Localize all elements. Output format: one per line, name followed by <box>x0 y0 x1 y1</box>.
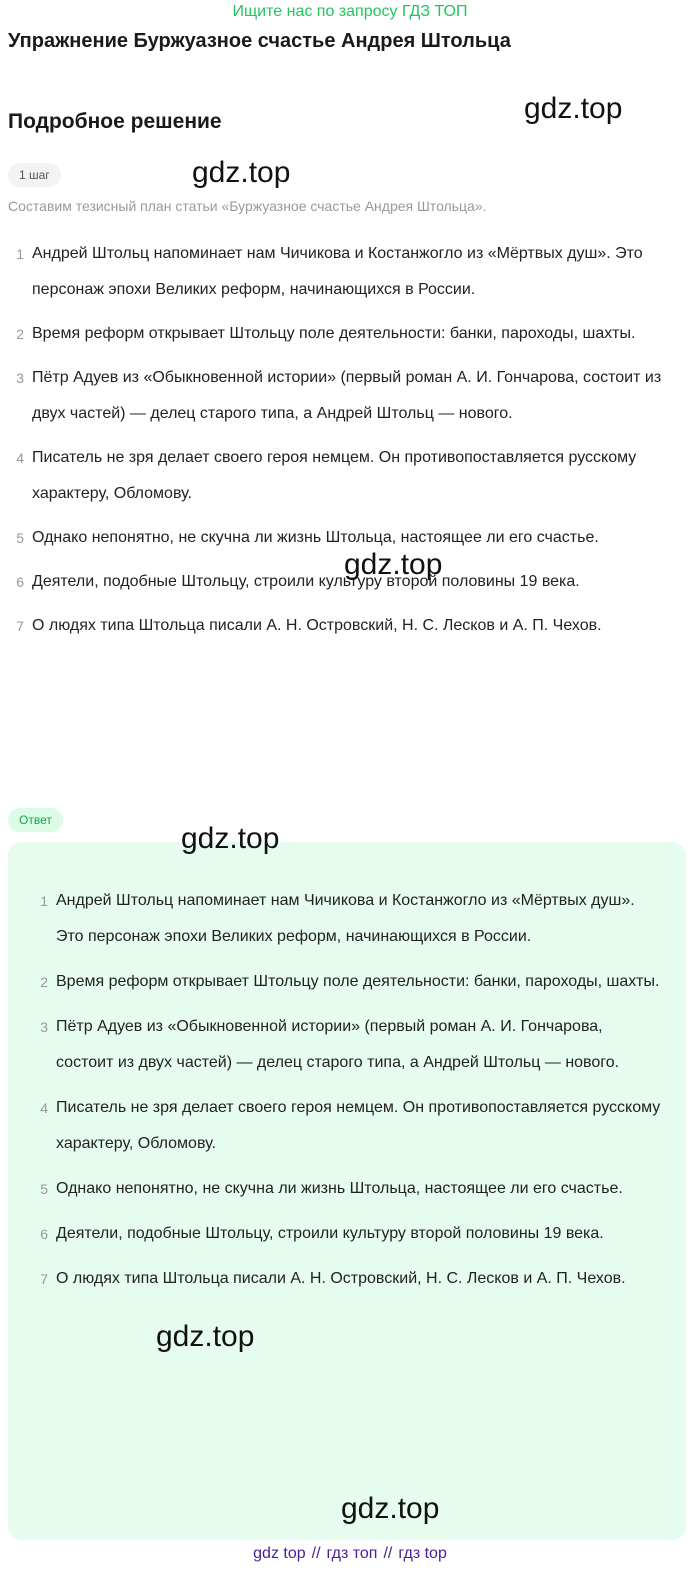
item-number: 3 <box>16 370 24 386</box>
item-text: Время реформ открывает Штольцу поле деятельности: банки, пароходы, шахты. <box>56 973 660 990</box>
watermark: gdz.top <box>156 1320 255 1353</box>
item-number: 2 <box>40 974 48 990</box>
footer-separator: // <box>383 1545 393 1562</box>
footer-links <box>0 1544 700 1564</box>
page-title: Упражнение Буржуазное счастье Андрея Штольца <box>8 30 511 52</box>
item-text: Пётр Адуев из «Обыкновенной истории» (первый роман А. И. Гончарова, состоит из двух частей) — делец старого типа, а Андрей Штольц — нового. <box>56 1018 620 1071</box>
watermark: gdz.top <box>192 156 291 189</box>
list-item <box>34 883 664 955</box>
item-number: 4 <box>40 1100 48 1116</box>
watermark: gdz.top <box>344 548 443 581</box>
answer-plan-list <box>34 883 664 1306</box>
list-item <box>34 1216 664 1252</box>
plan-list <box>10 236 682 652</box>
item-number: 3 <box>40 1019 48 1035</box>
item-text: Андрей Штольц напоминает нам Чичикова и Костанжогло из «Мёртвых душ». Это персонаж эпохи Великих реформ, начинающихся в России. <box>32 245 643 298</box>
item-text: Однако непонятно, не скучна ли жизнь Штольца, настоящее ли его счастье. <box>56 1180 623 1197</box>
section-title: Подробное решение <box>8 110 222 133</box>
intro-text: Составим тезисный план статьи «Буржуазное счастье Андрея Штольца». <box>8 198 487 214</box>
item-text: Однако непонятно, не скучна ли жизнь Штольца, настоящее ли его счастье. <box>32 529 599 546</box>
list-item <box>10 236 682 308</box>
item-number: 1 <box>16 246 24 262</box>
item-text: Деятели, подобные Штольцу, строили культуру второй половины 19 века. <box>32 573 580 590</box>
item-text: Время реформ открывает Штольцу поле деятельности: банки, пароходы, шахты. <box>32 325 636 342</box>
footer-link-gdz-top[interactable]: gdz top <box>253 1545 306 1562</box>
answer-badge: Ответ <box>8 808 63 832</box>
list-item <box>10 440 682 512</box>
footer-link-gdz-top-ru[interactable]: гдз топ <box>326 1545 378 1562</box>
item-number: 1 <box>40 893 48 909</box>
item-number: 5 <box>40 1181 48 1197</box>
item-text: Деятели, подобные Штольцу, строили культуру второй половины 19 века. <box>56 1225 604 1242</box>
item-text: Пётр Адуев из «Обыкновенной истории» (первый роман А. И. Гончарова, состоит из двух частей) — делец старого типа, а Андрей Штольц — нового. <box>32 369 662 422</box>
item-number: 4 <box>16 450 24 466</box>
footer-separator: // <box>311 1545 321 1562</box>
item-number: 5 <box>16 530 24 546</box>
search-hint-banner: Ищите нас по запросу ГДЗ ТОП <box>232 3 468 20</box>
list-item <box>34 1171 664 1207</box>
list-item <box>34 1261 664 1297</box>
item-text: О людях типа Штольца писали А. Н. Островский, Н. С. Лесков и А. П. Чехов. <box>32 617 602 634</box>
item-text: Андрей Штольц напоминает нам Чичикова и Костанжогло из «Мёртвых душ». Это персонаж эпохи Великих реформ, начинающихся в России. <box>56 892 635 945</box>
item-text: Писатель не зря делает своего героя немцем. Он противопоставляется русскому характеру, Обломову. <box>56 1099 661 1152</box>
item-number: 2 <box>16 326 24 342</box>
list-item <box>10 316 682 352</box>
item-number: 6 <box>16 574 24 590</box>
list-item <box>10 360 682 432</box>
list-item <box>34 964 664 1000</box>
watermark: gdz.top <box>524 92 623 125</box>
item-text: Писатель не зря делает своего героя немцем. Он противопоставляется русскому характеру, Обломову. <box>32 449 637 502</box>
footer-link-gdz-top-mixed[interactable]: гдз top <box>398 1545 447 1562</box>
list-item <box>34 1090 664 1162</box>
list-item <box>10 608 682 644</box>
item-number: 6 <box>40 1226 48 1242</box>
item-number: 7 <box>40 1271 48 1287</box>
watermark: gdz.top <box>181 822 280 855</box>
step-badge: 1 шаг <box>8 163 61 187</box>
list-item <box>34 1009 664 1081</box>
item-number: 7 <box>16 618 24 634</box>
item-text: О людях типа Штольца писали А. Н. Островский, Н. С. Лесков и А. П. Чехов. <box>56 1270 626 1287</box>
watermark: gdz.top <box>341 1492 440 1525</box>
